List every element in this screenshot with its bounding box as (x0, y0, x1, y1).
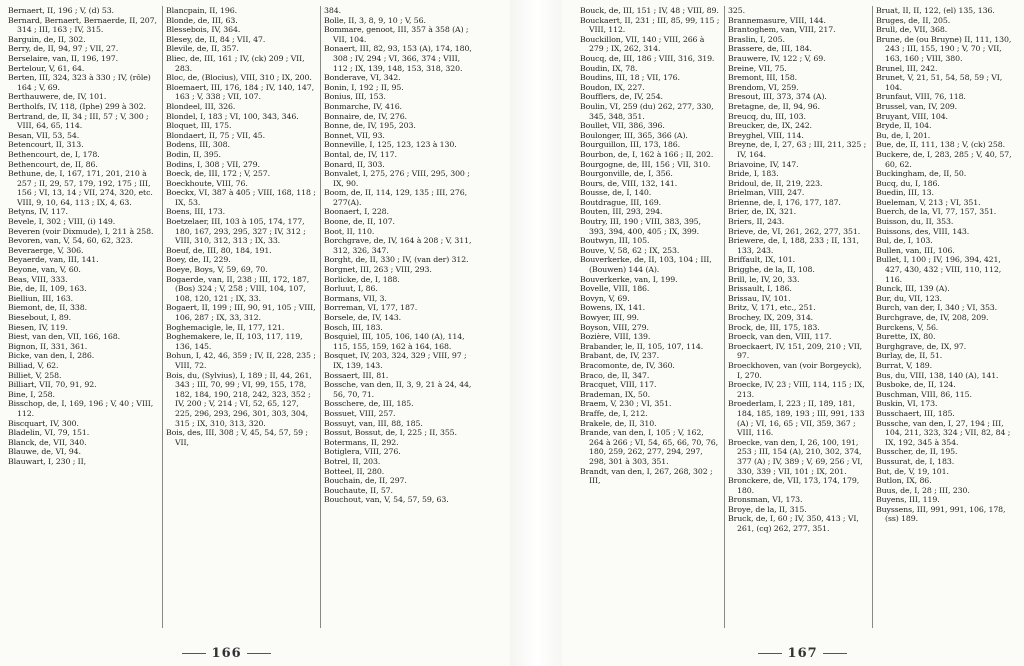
index-entry: Broeckaert, IV, 151, 209, 210 ; VII, 97. (728, 341, 863, 361)
index-entry: Braffe, de, I, 212. (580, 408, 648, 418)
index-entry: Bonius, III, 153. (324, 92, 386, 102)
index-entry: Bommare, genoot, III, 357 à 358 (A) ; VII, 104. (324, 25, 469, 44)
index-column (876, 6, 1016, 616)
index-entry: Blanck, de, VII, 340. (8, 437, 87, 447)
index-entry: 384. (324, 6, 341, 15)
index-entry: Brissault, I, 186. (728, 284, 792, 294)
index-entry: Bucq, du, I, 186. (876, 178, 940, 188)
index-entry: Bussche, van den, I, 27, 194 ; III, 104, 211, 323, 324 ; VII, 82, 84 ; IX, 192, 345 à 354. (876, 418, 1011, 447)
index-entry: Brull, de, VII, 368. (876, 25, 948, 35)
index-entry: Boom, de, II, 114, 129, 135 ; III, 276, 277(A). (324, 188, 467, 207)
index-entry: Busboke, de, II, 124. (876, 380, 956, 390)
index-entry: Brock, de, III, 175, 183. (728, 322, 820, 332)
index-entry: Boucq, de, III, 186 ; VIII, 316, 319. (580, 53, 715, 63)
index-entry: Bourgogne, de, III, 156 ; VII, 310. (580, 159, 711, 169)
index-entry: Bloemaert, III, 176, 184 ; IV, 140, 147, 163 ; V, 338 ; VII, 107. (166, 82, 315, 102)
index-entry: Bowyer, III, 99. (580, 313, 639, 322)
index-entry: Boufflers, de, IV, 254. (580, 92, 663, 102)
index-entry: Bretagne, de, II, 94, 96. (728, 101, 820, 111)
index-entry: Bremont, III, 158. (728, 73, 798, 83)
index-entry: Bunck, III, 139 (A). (876, 284, 950, 294)
index-entry: 325. (728, 6, 745, 15)
index-entry: Boens, III, 173. (166, 207, 225, 217)
index-entry: Borreman, VI, 177, 187. (324, 303, 418, 313)
index-entry: Billiart, VII, 70, 91, 92. (8, 380, 97, 390)
index-entry: Blevile, de, II, 357. (166, 44, 239, 54)
index-entry: Bonne, de, IV, 195, 203. (324, 121, 416, 131)
index-entry: Brassere, de, III, 184. (728, 44, 812, 54)
index-entry: Briffault, IX, 101. (728, 255, 796, 265)
index-entry: Blancpain, II, 196. (166, 6, 237, 15)
index-entry: Bracomonte, de, IV, 360. (580, 360, 675, 370)
index-entry: Bride, I, 183. (728, 169, 779, 179)
index-column (166, 6, 316, 616)
index-entry: Bormans, VII, 3. (324, 293, 387, 303)
index-entry: Buschman, VIII, 86, 115. (876, 389, 972, 399)
index-entry: Bernaert, II, 196 ; V, (d) 53. (8, 6, 114, 15)
index-entry: Bicke, van den, I, 286. (8, 351, 95, 361)
index-entry: Burchgrave, de, IV, 208, 209. (876, 313, 989, 322)
index-entry: Bosquet, IV, 203, 324, 329 ; VIII, 97 ; IX, 139, 143. (324, 351, 467, 370)
index-entry: Bourgonville, de, I, 356. (580, 169, 673, 179)
index-entry: Boeye, Boys, V, 59, 69, 70. (166, 265, 268, 275)
index-entry: Beyone, van, V, 60. (8, 265, 81, 275)
index-entry: Braem, V, 230 ; VI, 351. (580, 399, 672, 409)
index-entry: Breucq, du, III, 103. (728, 111, 806, 121)
index-entry: Bonard, II, 303. (324, 159, 385, 169)
index-entry: Brakele, de, II, 310. (580, 418, 657, 428)
index-entry: Brantoghem, van, VIII, 217. (728, 25, 836, 35)
index-entry: Bouchain, de, II, 297. (324, 476, 407, 486)
index-entry: Boghemacigle, le, II, 177, 121. (166, 322, 285, 332)
index-entry: Boey, de, II, 229. (166, 255, 231, 265)
index-entry: Beveraerge, V, 306. (8, 245, 84, 255)
index-entry: Berthauwere, de, IV, 101. (8, 92, 107, 102)
index-entry: Buckere, de, I, 283, 285 ; V, 40, 57, 60, 62. (876, 149, 1012, 169)
index-entry: Bethencourt, de, II, 86. (8, 159, 98, 169)
index-entry: Brannemasure, VIII, 144. (728, 15, 826, 25)
index-entry: Betyns, IV, 117. (8, 207, 68, 217)
index-entry: Boeckx, VI, 387 à 405 ; VIII, 168, 118 ; IX, 53. (166, 188, 316, 207)
index-entry: Broeckhoven, van (voir Borgeyck), I, 270. (728, 360, 862, 380)
index-entry: Bruges, de, II, 205. (876, 15, 951, 25)
index-entry: Brunel, III, 242. (876, 63, 938, 73)
index-entry: Bowens, IX, 141. (580, 303, 646, 313)
index-entry: Bethune, de, I, 167, 171, 201, 210 à 257 ; II, 29, 57, 179, 192, 175 ; III, 156 ; VI, 13, 14 ; VII, 274, 320, etc. VIII, 9, 10, 64, 113 ; IX, 4, 63. (8, 169, 153, 207)
index-entry: Bue, de, II, 111, 138 ; V, (ck) 258. (876, 140, 1005, 150)
index-entry: Betencourt, II, 313. (8, 140, 84, 150)
index-entry: Botiglera, VIII, 276. (324, 447, 401, 457)
index-entry: Besan, VII, 53, 54. (8, 130, 80, 140)
index-entry: Butlon, IX, 86. (876, 476, 932, 486)
index-entry: Buskin, VI, 173. (876, 399, 938, 409)
index-entry: Brandt, van den, I, 267, 268, 302 ; III, (580, 466, 713, 486)
index-entry: Bueleman, V, 213 ; VI, 351. (876, 197, 981, 207)
index-entry: Brendom, VI, 259. (728, 82, 799, 92)
index-entry: Bovyn, V, 69. (580, 293, 630, 303)
index-entry: Beyaerde, van, III, 141. (8, 255, 99, 265)
index-entry: Bethencourt, de, I, 178. (8, 149, 100, 159)
index-entry: Barguin, de, II, 302. (8, 34, 86, 44)
index-entry: Boot, II, 110. (324, 226, 375, 236)
index-entry: Bronckere, de, VII, 173, 174, 179, 180. (728, 476, 860, 495)
index-entry: Brienne, de, I, 176, 177, 187. (728, 197, 841, 207)
index-entry: Bonneville, I, 125, 123, 123 à 130. (324, 140, 457, 150)
index-entry: Brissau, IV, 101. (728, 293, 791, 303)
index-entry: Berselaire, van, II, 196, 197. (8, 53, 118, 63)
index-entry: Borchgrave, de, IV, 164 à 208 ; V, 311, 312, 326, 347. (324, 236, 472, 255)
index-entry: Bliec, de, III, 161 ; IV, (ck) 209 ; VII, 283. (166, 53, 305, 73)
index-entry: Beas, VIII, 333. (8, 274, 68, 284)
index-entry: Bousse, de, I, 140. (580, 188, 652, 198)
index-entry: Busschaert, III, 185. (876, 408, 955, 418)
index-entry: Brielman, VIII, 247. (728, 188, 805, 198)
index-entry: Bloquet, III, 175. (166, 121, 232, 131)
index-entry: Blonde, de, III, 63. (166, 15, 238, 25)
page-right (562, 0, 1024, 666)
index-entry: Botermans, II, 292. (324, 437, 399, 447)
index-entry: Bur, du, VII, 123. (876, 293, 942, 303)
index-entry: Brademan, IX, 50. (580, 389, 651, 399)
index-entry: Buissons, des, VIII, 143. (876, 226, 970, 236)
index-entry: Brunfaut, VIII, 76, 118. (876, 92, 966, 102)
index-entry: Boulin, VI, 259 (du) 262, 277, 330, 345, 348, 351. (580, 101, 714, 121)
index-entry: Billiet, V, 258. (8, 370, 62, 380)
index-entry: Brunet, V, 21, 51, 54, 58, 59 ; VI, 104. (876, 73, 1003, 92)
index-entry: Blondel, I, 183 ; VI, 100, 343, 346. (166, 111, 299, 121)
index-entry: Breucker, de, IX, 242. (728, 121, 812, 131)
index-entry: Boutwyn, III, 105. (580, 236, 650, 246)
index-entry: Boyson, VIII, 279. (580, 322, 649, 332)
index-entry: Brabant, de, IV, 237. (580, 351, 659, 361)
index-entry: Bonin, I, 192 ; II, 95. (324, 82, 404, 92)
index-entry: Boutdrague, III, 169. (580, 197, 661, 207)
index-entry: Breyghel, VIII, 114. (728, 130, 804, 140)
index-entry: Briers, II, 243. (728, 217, 785, 227)
index-entry: Bozière, VIII, 139. (580, 332, 651, 342)
index-entry: Bronsman, VI, 173. (728, 495, 803, 505)
index-entry: Bossuyt, van, III, 88, 185. (324, 418, 423, 428)
index-entry: Bontal, de, IV, 117. (324, 149, 397, 159)
index-entry: Bonmarche, IV, 416. (324, 101, 402, 111)
index-entry: Bolle, II, 3, 8, 9, 10 ; V, 56. (324, 15, 426, 25)
index-entry: Brande, van den, I, 105 ; V, 162, 264 à 266 ; VI, 54, 65, 66, 70, 76, 180, 259, 262, 277, 294, 297, 298, 301 à 303, 351. (580, 428, 719, 466)
index-entry: Bine, I, 258. (8, 389, 55, 399)
index-entry: Bignon, II, 331, 361. (8, 341, 88, 351)
index-entry: Bossut, Bossut, de, I, 225 ; II, 355. (324, 428, 457, 438)
index-entry: Brune, de (ou Bruyne) II, 111, 130, 243 ; III, 155, 190 ; V, 70 ; VII, 163, 160 ; VIII, 380. (876, 34, 1012, 63)
index-entry: Boonaert, I, 228. (324, 207, 389, 217)
index-entry: Biscquart, IV, 300. (8, 418, 79, 428)
index-entry: Bullen, van, III, 106. (876, 245, 955, 255)
index-entry: Bryde, II, 104. (876, 121, 932, 131)
index-entry: Bonnet, VII, 93. (324, 130, 385, 140)
index-entry: Billiad, V, 62. (8, 360, 59, 370)
index-entry: Broeck, van den, VIII, 117. (728, 332, 832, 342)
page-left (0, 0, 510, 666)
index-entry: Bosch, III, 183. (324, 322, 383, 332)
index-entry: Bouchout, van, V, 54, 57, 59, 63. (324, 495, 449, 505)
index-entry: Borsele, de, IV, 143. (324, 313, 401, 322)
index-entry: Broederlam, I, 223 ; II, 189, 181, 184, 185, 189, 193 ; III, 991, 133 (A) ; VI, 16, 65 ; VII, 359, 367 ; VIII, 116. (728, 399, 865, 438)
index-entry: Bosschere, de, III, 185. (324, 399, 414, 409)
index-entry: Bertholfs, IV, 118, (Iphe) 299 à 302. (8, 101, 146, 111)
index-entry: Boone, de, II, 107. (324, 217, 395, 227)
index-entry: Bruyant, VIII, 104. (876, 111, 948, 121)
index-entry: Borluut, I, 86. (324, 284, 378, 294)
index-entry: Bouckaert, II, 231 ; III, 85, 99, 115 ; VIII, 112. (580, 15, 720, 35)
index-entry: Bertrand, de, II, 34 ; III, 57 ; V, 300 ; VIII, 64, 65, 114. (8, 111, 149, 131)
index-entry: Boudon, IX, 227. (580, 82, 645, 92)
index-entry: Brauwere, IV, 122 ; V, 69. (728, 53, 826, 63)
index-entry: Buus, de, I, 28 ; III, 230. (876, 485, 970, 495)
index-entry: Bul, de, I, 103. (876, 236, 933, 246)
index-entry: Buisson, du, II, 353. (876, 217, 954, 227)
index-entry: Bertelour, V, 61, 64. (8, 63, 85, 73)
index-entry: Busscher, de, II, 195. (876, 447, 958, 457)
index-entry: Bonderave, VI, 342. (324, 73, 401, 83)
index-entry: Bouck, de, III, 151 ; IV, 48 ; VIII, 89. (580, 6, 719, 15)
index-entry: Bruck, de, I, 60 ; IV, 350, 413 ; VI, 261, (cq) 262, 277, 351. (728, 514, 859, 534)
index-entry: Beveren (voir Dixmude), I, 211 à 258. (8, 226, 154, 236)
index-entry: Bouverkerke, de, II, 103, 104 ; III, (Bouwen) 144 (A). (580, 255, 712, 275)
index-entry: Boeck, de, III, 172 ; V, 257. (166, 169, 270, 179)
index-entry: Buerch, de la, VI, 77, 157, 351. (876, 207, 997, 217)
column-rule (872, 6, 873, 628)
index-entry: Burch, van der, I, 340 ; VI, 353. (876, 303, 998, 313)
index-entry: But, de, V, 19, 101. (876, 466, 949, 476)
index-entry: Bodins, I, 308 ; VII, 279. (166, 159, 260, 169)
index-entry: Bois, des, III, 308 ; V, 45, 54, 57, 59 ; VII, (166, 428, 308, 447)
index-entry: Boghemakere, le, II, 103, 117, 119, 136, 145. (166, 332, 303, 351)
index-entry: Boudins, III, 18 ; VII, 176. (580, 73, 680, 83)
index-entry: Bisschop, de, I, 169, 196 ; V, 40 ; VIII, 112. (8, 399, 154, 418)
index-entry: Bois, du, (Sylvius), I, 189 ; II, 44, 261, 343 ; III, 70, 99 ; VI, 99, 155, 178, 182, 184, 190, 218, 242, 323, 352 ; IV, 200 ; V, 214 ; VI, 52, 65, 127, 225, 296, 293, 296, 301, 303, 304, 315 ; IX, 310, 313, 320. (166, 370, 312, 428)
index-entry: Borlicke, de, I, 188. (324, 274, 400, 284)
index-entry: Buckingham, de, II, 50. (876, 169, 967, 179)
index-entry: Bullet, I, 100 ; IV, 196, 394, 421, 427, 430, 432 ; VIII, 110, 112, 116. (876, 255, 1002, 284)
index-entry: Bernard, Bernaert, Bernaerde, II, 207, 314 ; III, 163 ; IV, 315. (8, 15, 157, 35)
index-entry: Buyens, III, 119. (876, 495, 940, 505)
index-entry: Bracquet, VIII, 117. (580, 380, 657, 390)
index-entry: Broecke, van den, I, 26, 100, 191, 253 ; III, 154 (A), 210, 302, 374, 377 (A) ; IV, 389 ; V, 69, 256 ; VI, 330, 339 ; VII, 101 ; IX, 201. (728, 437, 863, 476)
index-entry: Boetzelaer, III, 103 à 105, 174, 177, 180, 167, 293, 295, 327 ; IV, 312 ; VIII, 310, 312, 313 ; IX, 33. (166, 217, 306, 246)
index-entry: Bouchaute, II, 57. (324, 485, 393, 495)
index-entry: Bus, du, VIII, 138, 140 (A), 141. (876, 370, 999, 380)
index-entry: Biesebout, I, 89. (8, 313, 71, 322)
index-entry: Bevele, I, 302 ; VIII, (i) 149. (8, 217, 116, 227)
index-entry: Boullet, VII, 386, 396. (580, 121, 665, 131)
index-entry: Bonaert, III, 82, 93, 153 (A), 174, 180, 308 ; IV, 294 ; VI, 366, 374 ; VIII, 112 ; IX, 139, 148, 153, 318, 320. (324, 44, 472, 73)
index-entry: Boeuf, de, III, 80, 184, 191. (166, 245, 272, 255)
index-entry: Brigghe, de la, II, 108. (728, 265, 815, 275)
index-entry: Bevoren, van, V, 54, 60, 62, 323. (8, 236, 133, 246)
index-entry: Bouve, V, 58, 62 ; IX, 253. (580, 245, 680, 255)
index-entry: Borght, de, II, 330 ; IV, (van der) 312. (324, 255, 469, 265)
index-entry: Bridoul, de, II, 219, 223. (728, 178, 823, 188)
index-entry: Bielliun, III, 163. (8, 293, 73, 303)
index-entry: Blessebois, IV, 364. (166, 25, 241, 35)
index-entry: Boudin, IX, 78. (580, 63, 638, 73)
index-entry: Broecke, IV, 23 ; VIII, 114, 115 ; IX, 213. (728, 380, 865, 399)
index-entry: Broye, de la, II, 315. (728, 504, 807, 514)
index-entry: Bussurat, de, I, 183. (876, 456, 955, 466)
index-entry: Bonnaire, de, IV, 276. (324, 111, 407, 121)
index-column (324, 6, 474, 616)
index-entry: Brill, le, IV, 20, 33. (728, 274, 800, 284)
index-entry: Bouverkerke, van, I, 199. (580, 274, 678, 284)
column-rule (724, 6, 725, 628)
index-entry: Buedin, III, 13. (876, 188, 934, 198)
index-entry: Borgnet, III, 263 ; VIII, 293. (324, 265, 432, 275)
index-entry: Brochey, IX, 209, 314. (728, 313, 814, 322)
index-entry: Bossaert, III, 81. (324, 370, 389, 380)
index-entry: Bosquiel, III, 105, 106, 140 (A), 114, 115, 155, 159, 162 à 164, 168. (324, 332, 465, 351)
index-entry: Brabander, le, II, 105, 107, 114. (580, 341, 704, 351)
index-entry: Blauwe, de, VI, 94. (8, 447, 81, 457)
index-entry: Bogaerde, van, II, 238 ; III, 172, 187, (Bos) 324 ; V, 258 ; VIII, 104, 107, 108, 120, 121 ; IX, 33. (166, 274, 310, 303)
index-entry: Burghgrave, de, IX, 97. (876, 341, 967, 351)
page-number: 166 (182, 646, 271, 661)
index-entry: Botteel, II, 280. (324, 466, 385, 476)
index-entry: Bossuet, VIII, 257. (324, 408, 396, 418)
book-gutter (510, 0, 562, 666)
index-entry: Bonvalet, I, 275, 276 ; VIII, 295, 300 ; IX, 90. (324, 169, 470, 188)
index-entry: Boutry, III, 190 ; VIII, 383, 395, 393, 394, 400, 405 ; IX, 399. (580, 217, 701, 236)
index-entry: Blondeel, III, 326. (166, 101, 236, 111)
index-entry: Blauwart, I, 230 ; II, (8, 456, 86, 466)
index-entry: Burette, IX, 80. (876, 332, 936, 342)
index-entry: Brieve, de, VI, 261, 262, 277, 351. (728, 226, 861, 236)
page-number: 167 (758, 646, 847, 661)
index-entry: Bours, de, VIII, 132, 141. (580, 178, 678, 188)
index-entry: Boeckhoute, VIII, 76. (166, 178, 248, 188)
index-entry: Burckens, V, 56. (876, 322, 939, 332)
index-entry: Berten, III, 324, 323 à 330 ; IV, (rôle) 164 ; V, 69. (8, 73, 151, 92)
index-entry: Bu, de, I, 201. (876, 130, 931, 140)
index-entry: Bossche, van den, II, 3, 9, 21 à 24, 44, 56, 70, 71. (324, 380, 472, 399)
index-entry: Buyssens, III, 991, 991, 106, 178, (ss) 189. (876, 504, 1006, 524)
index-entry: Briavoine, IV, 147. (728, 159, 799, 169)
index-entry: Bie, de, II, 109, 163. (8, 284, 87, 294)
index-entry: Breine, VII, 75. (728, 63, 787, 73)
index-column (728, 6, 868, 616)
index-entry: Braslin, I, 205. (728, 34, 785, 44)
index-entry: Boulonger, III, 365, 366 (A). (580, 130, 688, 140)
index-entry: Berry, de, II, 94, 97 ; VII, 27. (8, 44, 119, 54)
index-entry: Britz, V, 171, etc., 251. (728, 303, 816, 313)
index-entry: Bourguillon, III, 173, 186. (580, 140, 681, 150)
index-entry: Botrel, II, 203. (324, 456, 381, 466)
index-entry: Breyne, de, I, 27, 63 ; III, 211, 325 ; IV, 164. (728, 140, 867, 159)
column-rule (320, 6, 321, 628)
index-entry: Bodin, II, 395. (166, 149, 221, 159)
index-entry: Brier, de, IX, 321. (728, 207, 797, 217)
index-entry: Brussel, van, IV, 209. (876, 101, 958, 111)
index-entry: Burrat, V, 189. (876, 360, 933, 370)
index-entry: Burlay, de, II, 51. (876, 351, 943, 361)
index-entry: Bloc, de, (Blocius), VIII, 310 ; IX, 200. (166, 73, 312, 83)
index-entry: Bouckillon, VII, 140 ; VIII, 266 à 279 ; IX, 262, 314. (580, 34, 705, 54)
index-entry: Bresout, III, 373, 374 (A). (728, 92, 827, 102)
index-entry: Biesen, IV, 119. (8, 322, 68, 332)
index-entry: Bruat, II, II, 122, (el) 135, 136. (876, 6, 995, 15)
index-entry: Blondaert, II, 75 ; VII, 45. (166, 130, 265, 140)
index-column (580, 6, 720, 616)
index-column (8, 6, 158, 616)
index-entry: Bodens, III, 308. (166, 140, 230, 150)
index-entry: Biemont, de, II, 338. (8, 303, 87, 313)
index-entry: Braco, de, II, 347. (580, 370, 650, 380)
index-entry: Bogaert, II, 199 ; III, 90, 91, 105 ; VIII, 106, 287 ; IX, 33, 312. (166, 303, 316, 322)
index-entry: Briewere, de, I, 188, 233 ; II, 131, 133, 243. (728, 236, 859, 255)
index-entry: Blesey, de, II, 84 ; VII, 47. (166, 34, 266, 44)
index-entry: Bouten, III, 293, 294. (580, 207, 663, 217)
index-entry: Biest, van den, VII, 166, 168. (8, 332, 121, 342)
index-entry: Bourbon, de, I, 162 à 166 ; II, 202. (580, 149, 714, 159)
index-entry: Bladelin, VI, 79, 151. (8, 428, 90, 438)
column-rule (162, 6, 163, 628)
index-entry: Bovelle, VIII, 186. (580, 284, 650, 294)
index-entry: Bohun, I, 42, 46, 359 ; IV, II, 228, 235 ; VIII, 72. (166, 351, 316, 370)
